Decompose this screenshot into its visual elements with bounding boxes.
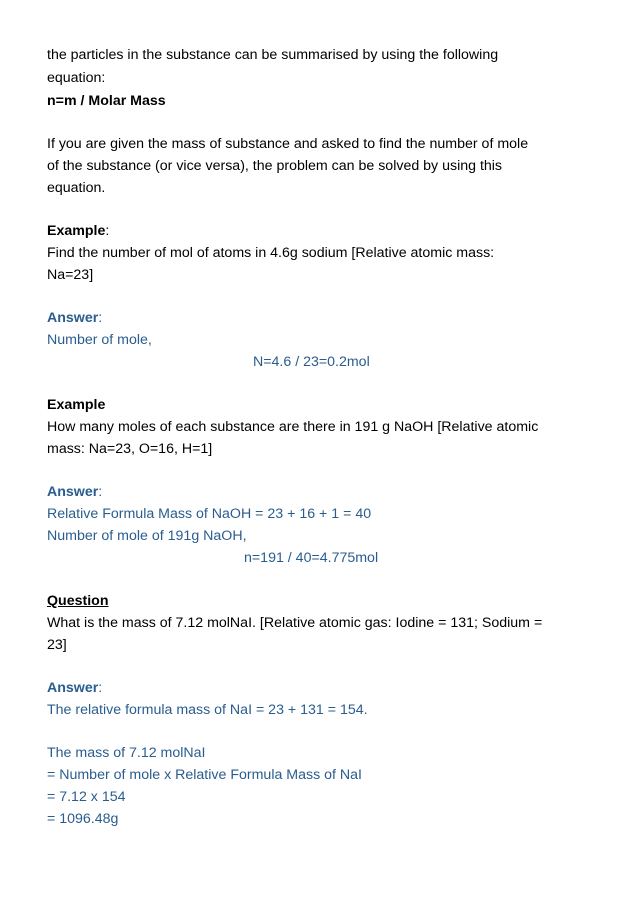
- example-1-heading-colon: :: [105, 223, 110, 239]
- question-heading: Question: [47, 593, 109, 609]
- example-2-line-2: mass: Na=23, O=16, H=1]: [47, 441, 213, 457]
- example-2-answer-colon: :: [98, 484, 103, 500]
- question-answer-line-3: = Number of mole x Relative Formula Mass of NaI: [47, 767, 362, 783]
- example-2-answer-calc: n=191 / 40=4.775mol: [244, 550, 379, 566]
- question-line-2: 23]: [47, 637, 67, 653]
- question-answer-heading: Answer: [47, 680, 99, 696]
- para-line-1: If you are given the mass of substance and asked to find the number of mole: [47, 136, 529, 152]
- question-answer-line-2: The mass of 7.12 molNaI: [47, 745, 206, 761]
- example-2-line-1: How many moles of each substance are there in 191 g NaOH [Relative atomic: [47, 419, 539, 435]
- example-1-heading: Example: [47, 223, 106, 239]
- example-1-answer-colon: :: [98, 310, 103, 326]
- question-answer-colon: :: [98, 680, 103, 696]
- question-answer-heading-line: [47, 678, 102, 698]
- example-2-answer-heading-line: [47, 482, 102, 502]
- example-1-answer-line-1: Number of mole,: [47, 332, 152, 348]
- molar-mass-formula: n=m / Molar Mass: [47, 93, 166, 109]
- example-1-heading-line: [47, 221, 109, 241]
- intro-line-1: the particles in the substance can be summarised by using the following: [47, 47, 499, 63]
- para-line-3: equation.: [47, 180, 106, 196]
- example-1-line-2: Na=23]: [47, 267, 94, 283]
- para-line-2: of the substance (or vice versa), the problem can be solved by using this: [47, 158, 503, 174]
- example-2-answer-line-1: Relative Formula Mass of NaOH = 23 + 16 + 1 = 40: [47, 506, 372, 522]
- example-1-answer-heading-line: [47, 308, 102, 328]
- intro-line-2: equation:: [47, 70, 106, 86]
- example-2-answer-heading: Answer: [47, 484, 99, 500]
- example-1-answer-heading: Answer: [47, 310, 99, 326]
- example-1-answer-calc: N=4.6 / 23=0.2mol: [253, 354, 370, 370]
- example-2-heading: Example: [47, 397, 106, 413]
- example-1-line-1: Find the number of mol of atoms in 4.6g sodium [Relative atomic mass:: [47, 245, 495, 261]
- question-answer-line-4: = 7.12 x 154: [47, 789, 126, 805]
- example-2-answer-line-2: Number of mole of 191g NaOH,: [47, 528, 247, 544]
- question-line-1: What is the mass of 7.12 molNaI. [Relative atomic gas: Iodine = 131; Sodium =: [47, 615, 543, 631]
- question-answer-line-5: = 1096.48g: [47, 811, 119, 827]
- question-answer-line-1: The relative formula mass of NaI = 23 + 131 = 154.: [47, 702, 368, 718]
